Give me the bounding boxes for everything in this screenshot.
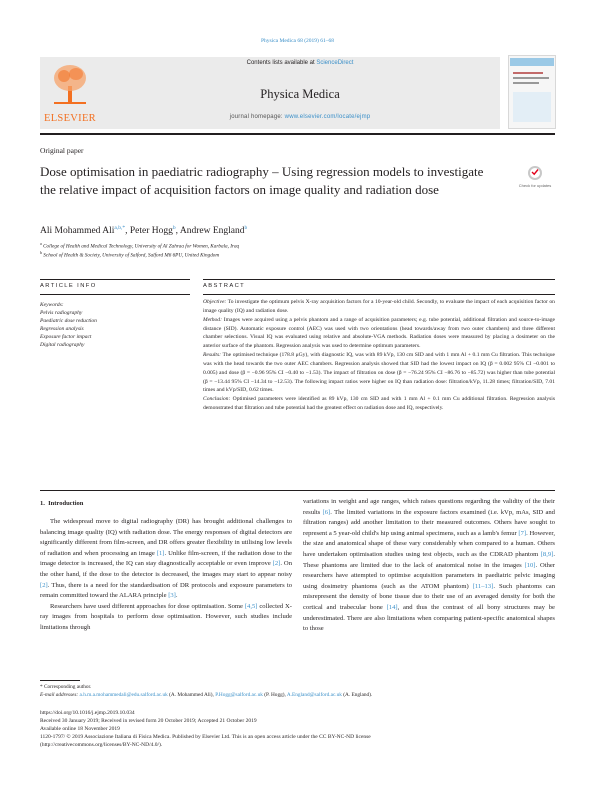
check-updates-icon [531,168,539,176]
copyright-notice: 1120-1797/ © 2019 Associazione Italiana di Fisica Medica. Published by Elsevier Ltd. This is an open access article under the CC BY-NC-ND license [40,734,371,740]
keyword: Paediatric dose reduction [40,318,97,324]
cover-detail [513,92,551,122]
cover-detail [513,82,539,84]
doi-link[interactable]: https://doi.org/10.1016/j.ejmp.2019.10.034 [40,710,135,716]
email-owner: (A. England). [341,692,373,698]
journal-citation-link[interactable]: Physica Medica 68 (2019) 61–68 [260,38,334,44]
citation-link[interactable]: [4,5] [244,602,258,610]
article-type: Original paper [40,146,84,155]
journal-title: Physica Medica [260,87,340,101]
cover-band [510,58,554,66]
footnote-rule [40,680,80,681]
body-text: . These phantoms are limited due to the lack of anatomical noise in the images [303,550,555,569]
email-footnote [40,692,555,700]
contents-availability [100,60,500,66]
email-link[interactable]: a.h.m.a.mohammedali@edu.salford.ac.uk [79,692,168,698]
citation-link[interactable]: [7] [518,529,527,537]
citation-link[interactable]: [11–13] [472,582,494,590]
author-affiliation-mark: b [172,225,176,231]
body-text: collected X-ray images from hospitals to perform dose optimisation. However, such studies include limitations through [40,602,292,631]
abstract-rule [203,279,555,280]
abstract-label: Method: [203,316,222,323]
keyword: Exposure factor impact [40,334,92,340]
abstract-method [203,316,555,351]
author-list: Ali Mohammed Ali$^{a,b,*}$, Peter Hogg$^b$, Andrew England$^b$ [40,225,248,237]
citation-link[interactable]: [2] [272,560,281,568]
sciencedirect-link[interactable]: ScienceDirect [316,60,354,66]
body-text: . On the other hand, if the dose to the detector is decreased, the images may start to appear noisy [40,560,292,578]
homepage-link[interactable]: www.elsevier.com/locate/ejmp [284,114,371,120]
abstract-heading: ABSTRACT [203,283,246,289]
affiliation [40,250,219,259]
body-text: . The limited variations in the exposure factors examined (i.e. kVp, mAs, SID and filtration ranges) add another limitation to their measured outcomes. Others have sought to represent a 5 year-old child's hip using animal specimens, such as a lamb's femur [303,508,555,537]
body-column-right [303,497,555,635]
section-title: Introduction [48,500,84,507]
citation-link[interactable]: [14] [386,603,398,611]
abstract-text: Optimised parameters were identified as 89 kVp, 130 cm SID and with 1 mm Al + 0.1 mm Cu additional filtration. Regression analysis demonstrated that filtration and tube potential had the greatest effect on radiation dose and IQ, respectively. [203,396,555,412]
article-info-rule [40,279,190,280]
abstract-label: Objective: [203,299,227,305]
citation-link[interactable]: [10] [524,561,536,569]
keywords-label: Keywords: [40,302,64,308]
author-name[interactable]: Andrew England [179,226,245,237]
article-info-heading: ARTICLE INFO [40,283,97,289]
affiliation-text: School of Health & Society, University of Salford, Salford M6 6PU, United Kingdom [43,252,220,259]
publisher-logo-text: ELSEVIER [44,113,96,124]
email-link[interactable]: P.Hogg@salford.ac.uk [215,692,263,698]
body-text: Researchers have used different approaches for dose optimisation. Some [50,602,245,610]
keyword: Regression analysis [40,326,84,332]
body-paragraph [303,497,555,635]
abstract-text: To investigate the optimum pelvis X-ray acquisition factors for a 10-year-old child. Secondly, to evaluate the impact of each acquisition factor on image quality (IQ) and radiation dose. [203,299,555,314]
citation-link[interactable]: [2] [40,581,48,589]
abstract-results [203,351,555,395]
body-text: variations in weight and age ranges, which raises questions regarding the validity of the their results [303,498,555,516]
affiliation-mark: a [40,241,42,246]
email-link[interactable]: A.England@salford.ac.uk [286,692,342,698]
email-owner: (A. Mohammed Ali), [167,692,216,698]
affiliation-text: College of Health and Medical Technology, University of Al Zahraa for Women, Karbala, Iraq [43,243,240,250]
abstract-text: The optimised technique (178.8 μGy), with diagnostic IQ, was with 89 kVp, 130 cm SID and with 1 mm Al + 0.1 mm Cu filtration. This technique was with the head towards the two outer AEC chambers. Regression analysis showed that SID had the lowest impact on IQ (β = 0.002 95% CI −0.001 to 0.005) and dose (β = −0.96 95% CI −0.40 to −1.53). The impact of filtration on dose (β = −76.24 95% CI −86.76 to −85.72) was higher than tube potential (β = −13.44 95% CI −14.34 to −12.53). The following impact ratios were higher on IQ than radiation dose: filtration/kVp, 11.28 times; filtration/SID, 7.01 times and kVp/SID, 0.62 times. [203,352,555,394]
contents-prefix: Contents lists available at [246,60,317,66]
elsevier-tree-icon [50,62,90,106]
abstract-label: Conclusion: [203,396,231,403]
citation-link[interactable]: [1] [156,549,165,557]
abstract-bottom-rule [40,490,555,491]
citation-link[interactable]: [6] [322,508,331,516]
affiliation-mark: b [40,250,42,255]
author-affiliation-mark: b [244,225,248,231]
paper-title: Dose optimisation in paediatric radiography – Using regression models to investigate the relative impact of acquisition factors on image quality and radiation dose [40,164,484,197]
abstract-conclusion [203,395,555,413]
corresponding-author-note: * Corresponding author. [40,684,92,690]
homepage-prefix: journal homepage: [229,114,285,120]
available-online: Available online 18 November 2019 [40,726,120,732]
section-heading [40,500,83,507]
article-info-rule [40,294,190,295]
email-owner: (P. Hogg), [262,692,287,698]
abstract-text: Images were acquired using a pelvis phantom and a range of acquisition parameters; e.g. tube potential, additional filtration and source-to-image distance (SID). Automatic exposure control (AEC) was used with two orientations (head towards/away from two outer chambers) and three different chamber selections. Visual IQ was evaluated using relative and absolute-VGA methods. Radiation doses were measured by placing a dosimeter on the anterior surface of the phantom. Regression analysis was used to determine optimum parameters. [203,316,555,350]
body-text: . However, the size and anatomical shape of these vary considerably when compared to a human. Others have undertaken optimisation studies using test objects, such as the CDRAD phantom [303,529,555,558]
author-name[interactable]: Ali Mohammed Ali [40,226,115,237]
body-column-left [40,517,292,634]
cover-detail [513,72,543,74]
abstract-label: Results: [203,352,222,359]
affiliation [40,241,239,250]
body-text: . Unlike film-screen, if the radiation dose to the image detector is increased, the IQ can stay diagnostically acceptable or even improve [40,549,292,568]
header-divider [40,133,555,135]
keyword: Digital radiography [40,342,85,348]
body-text: , and thus the contrast of all bony structures may be underestimated. There are also limitations when comparing patient-specific anatomical shapes to those [303,603,555,633]
citation-link[interactable]: [8,9] [540,550,554,558]
check-updates-label[interactable]: Check for updates [518,183,552,188]
received-dates: Received 30 January 2019; Received in revised form 20 October 2019; Accepted 21 October 2019 [40,718,257,724]
body-paragraph [40,602,292,634]
body-text: . Other researchers have attempted to optimise acquisition parameters in paediatric pelvic imaging using dosimetry phantoms (such as the ATOM phantom) [303,561,555,590]
section-number: 1. [40,500,45,507]
abstract-objective [203,298,555,316]
author-name[interactable]: Peter Hogg [129,226,173,237]
body-text: . Such phantoms can misrepresent the density of bone tissue due to their use of an averaged density for both the cortical and trabecular bone [303,582,555,611]
citation-link[interactable]: [3] [168,592,176,600]
abstract-body [203,298,555,413]
journal-homepage [100,114,500,120]
author-affiliation-mark: a,b,* [114,225,126,231]
keyword: Pelvis radiography [40,310,83,316]
body-text: . [175,592,178,600]
body-text: . Thus, there is a need for the standardisation of DR protocols and exposure parameters to remain committed toward the ALARA principle [40,581,292,600]
cover-detail [513,77,549,79]
email-label: E-mail addresses: [40,692,79,698]
body-paragraph [40,517,292,602]
abstract-rule [203,294,555,295]
body-text: The widespread move to digital radiography (DR) has brought additional challenges to balancing image quality (IQ) with radiation dose. The energy responses of digital detectors are significantly different from film-screen, and DR offers greater flexibility in utilising low levels of radiation and when processing an image [40,518,292,557]
license-link[interactable]: (http://creativecommons.org/licenses/BY-NC-ND/4.0/). [40,742,163,748]
